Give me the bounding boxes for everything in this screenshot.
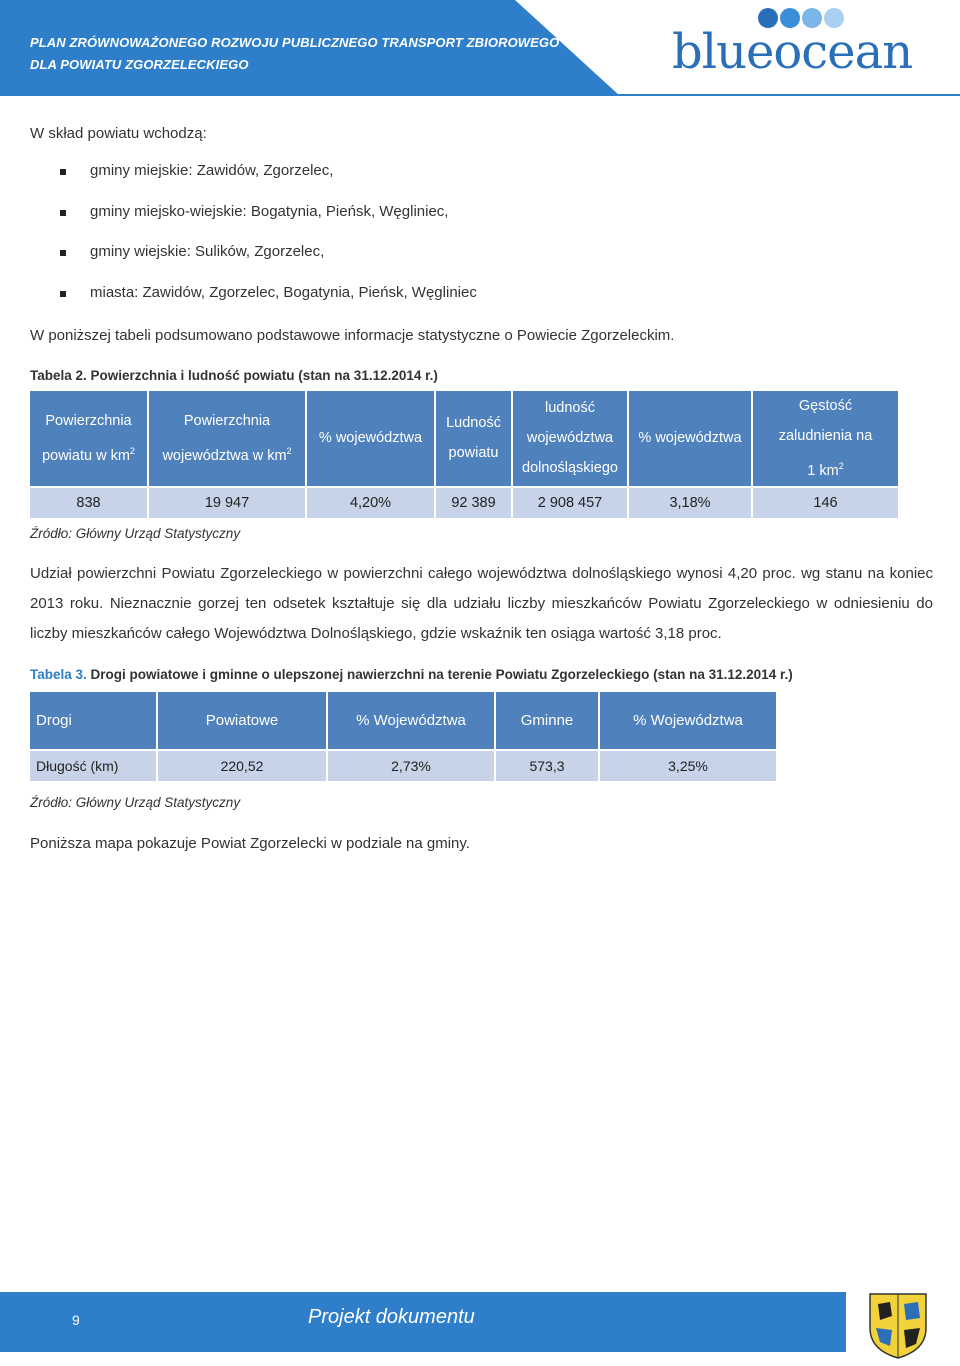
header-line: Ludność <box>446 415 501 432</box>
cell-municipal-percent: 3,25% <box>600 751 776 781</box>
page-number: 9 <box>72 1312 80 1328</box>
header-divider <box>0 94 960 96</box>
table3-caption <box>30 667 793 682</box>
document-title-line2: DLA POWIATU ZGORZELECKIEGO <box>30 57 249 72</box>
cell-area-percent: 4,20% <box>307 488 434 518</box>
cell-area-voivodeship: 19 947 <box>149 488 305 518</box>
logo-wordmark: blueocean <box>672 24 913 80</box>
header-area-county <box>30 391 147 486</box>
header-line <box>149 436 305 471</box>
table-header-row <box>30 391 898 486</box>
list-item: gminy miejskie: Zawidów, Zgorzelec, <box>60 162 477 203</box>
roads-table <box>28 690 778 783</box>
body-paragraph: Udział powierzchni Powiatu Zgorzeleckiego w powierzchni całego województwa dolnośląskiego wynosi 4,20 proc. wg stanu na koniec 2013 roku. Nieznacznie gorzej ten odsetek kształtuje się dla udziału liczby mieszkańców Powiatu Zgorzeleckiego w odniesieniu do liczby mieszkańców całego Województwa Dolnośląskiego, gdzie wskaźnik ten osiąga wartość 3,18 proc. <box>30 565 933 642</box>
header-percent-voivodeship-2: % Województwa <box>600 692 776 749</box>
cell-county-roads: 220,52 <box>158 751 326 781</box>
cell-county-percent: 2,73% <box>328 751 494 781</box>
page-footer <box>0 1292 846 1352</box>
header-population-county <box>436 391 511 486</box>
superscript: 2 <box>129 446 135 456</box>
table2-source: Źródło: Główny Urząd Statystyczny <box>30 526 241 541</box>
footer-title: Projekt dokumentu <box>308 1306 475 1328</box>
blueocean-logo <box>672 4 913 80</box>
table3-caption-text: Drogi powiatowe i gminne o ulepszonej nawierzchni na terenie Powiatu Zgorzeleckiego (stan na 31.12.2014 r.) <box>86 667 793 682</box>
header-area-voivodeship <box>149 391 305 486</box>
header-percent-voivodeship: % województwa <box>307 391 434 486</box>
table3-caption-prefix: Tabela 3. <box>30 667 87 682</box>
header-percent-voivodeship-2: % województwa <box>629 391 751 486</box>
document-title <box>30 32 559 76</box>
table2-caption-text: Tabela 2. Powierzchnia i ludność powiatu (stan na 31.12.2014 r.) <box>30 368 438 383</box>
table-row <box>30 488 898 518</box>
header-line: dolnośląskiego <box>522 460 618 477</box>
table2-caption <box>30 368 438 383</box>
header-population-voivodeship <box>513 391 627 486</box>
superscript: 2 <box>286 446 292 456</box>
page-header <box>0 0 960 96</box>
bullet-list <box>60 162 477 324</box>
cell-area-county: 838 <box>30 488 147 518</box>
list-item: gminy wiejskie: Sulików, Zgorzelec, <box>60 243 477 284</box>
intro-text: W skład powiatu wchodzą: <box>30 125 207 142</box>
cell-population-county: 92 389 <box>436 488 511 518</box>
cell-population-voivodeship: 2 908 457 <box>513 488 627 518</box>
cell-population-percent: 3,18% <box>629 488 751 518</box>
header-line: Gęstość <box>798 398 853 414</box>
table3-source: Źródło: Główny Urząd Statystyczny <box>30 795 241 810</box>
area-population-table <box>28 389 900 520</box>
header-line: zaludnienia na <box>778 428 873 444</box>
header-density <box>753 391 898 486</box>
list-item: gminy miejsko-wiejskie: Bogatynia, Pieńsk, Węgliniec, <box>60 203 477 244</box>
header-line: województwa <box>526 430 614 447</box>
header-line: Powierzchnia <box>45 413 132 429</box>
cell-length-label: Długość (km) <box>30 751 156 781</box>
header-roads: Drogi <box>30 692 156 749</box>
list-item: miasta: Zawidów, Zgorzelec, Bogatynia, Pieńsk, Węgliniec <box>60 284 477 325</box>
header-line <box>753 451 898 486</box>
header-text: powiatu w km <box>42 447 130 464</box>
header-municipal-roads: Gminne <box>496 692 598 749</box>
cell-density: 146 <box>753 488 898 518</box>
header-percent-voivodeship: % Województwa <box>328 692 494 749</box>
cell-municipal-roads: 573,3 <box>496 751 598 781</box>
document-title-line1: PLAN ZRÓWNOWAŻONEGO ROZWOJU PUBLICZNEGO TRANSPORT ZBIOROWEGO <box>30 35 560 50</box>
header-line: Powierzchnia <box>183 413 271 429</box>
summary-sentence: W poniższej tabeli podsumowano podstawowe informacje statystyczne o Powiecie Zgorzeleckim. <box>30 327 675 344</box>
table-header-row <box>30 692 776 749</box>
header-line: ludność <box>545 400 595 417</box>
header-text: 1 km <box>807 462 839 479</box>
map-sentence: Poniższa mapa pokazuje Powiat Zgorzelecki w podziale na gminy. <box>30 835 470 852</box>
header-line <box>30 436 147 471</box>
header-line: powiatu <box>448 445 499 462</box>
superscript: 2 <box>838 461 844 471</box>
header-text: województwa w km <box>162 447 287 464</box>
table-row <box>30 751 776 781</box>
coat-of-arms-icon <box>866 1290 930 1360</box>
header-county-roads: Powiatowe <box>158 692 326 749</box>
